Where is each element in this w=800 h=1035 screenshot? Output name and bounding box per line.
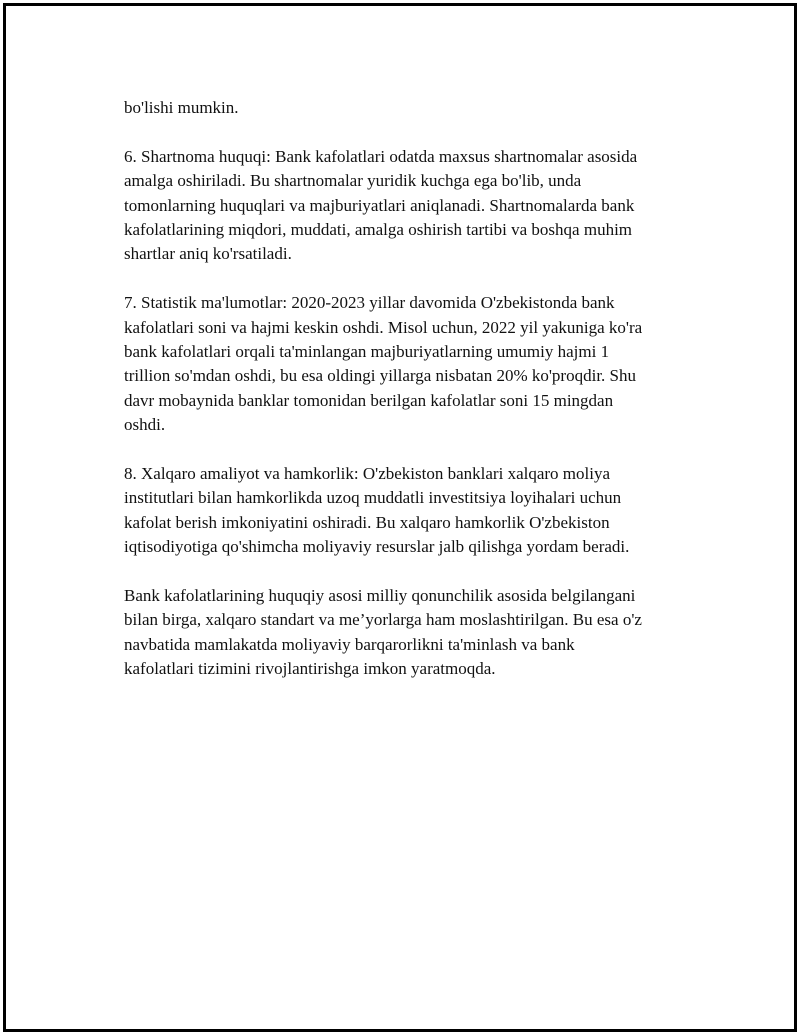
- paragraph-statistics: 7. Statistik ma'lumotlar: 2020-2023 yillar davomida O'zbekistonda bank kafolatlari soni va hajmi keskin oshdi. Misol uchun, 2022 yil yakuniga ko'ra bank kafolatlari orqali ta'minlangan majburiyatlarning umumiy hajmi 1 trillion so'mdan oshdi, bu esa oldingi yillarga nisbatan 20% ko'proqdir. Shu davr mobaynida banklar tomonidan berilgan kafolatlar soni 15 mingdan oshdi.: [124, 293, 643, 435]
- page-frame: [3, 3, 797, 1032]
- paragraph-international-cooperation: 8. Xalqaro amaliyot va hamkorlik: O'zbekiston banklari xalqaro moliya institutlari bilan hamkorlikda uzoq muddatli investitsiya loyihalari uchun kafolat berish imkoniyatini oshiradi. Bu xalqaro hamkorlik O'zbekiston iqtisodiyotiga qo'shimcha moliyaviy resurslar jalb qilishga yordam beradi.: [124, 464, 630, 557]
- document-body: [124, 96, 694, 706]
- paragraph-conclusion: Bank kafolatlarining huquqiy asosi milliy qonunchilik asosida belgilangani bilan birga, xalqaro standart va me’yorlarga ham moslashtirilgan. Bu esa o'z navbatida mamlakatda moliyaviy barqarorlikni ta'minlash va bank kafolatlari tizimini rivojlantirishga imkon yaratmoqda.: [124, 586, 642, 679]
- paragraph-contract-law: 6. Shartnoma huquqi: Bank kafolatlari odatda maxsus shartnomalar asosida amalga oshiriladi. Bu shartnomalar yuridik kuchga ega bo'lib, unda tomonlarning huquqlari va majburiyatlari aniqlanadi. Shartnomalarda bank kafolatlarining miqdori, muddati, amalga oshirish tartibi va boshqa muhim shartlar aniq ko'rsatiladi.: [124, 146, 638, 264]
- paragraph-continuation: bo'lishi mumkin.: [124, 98, 239, 117]
